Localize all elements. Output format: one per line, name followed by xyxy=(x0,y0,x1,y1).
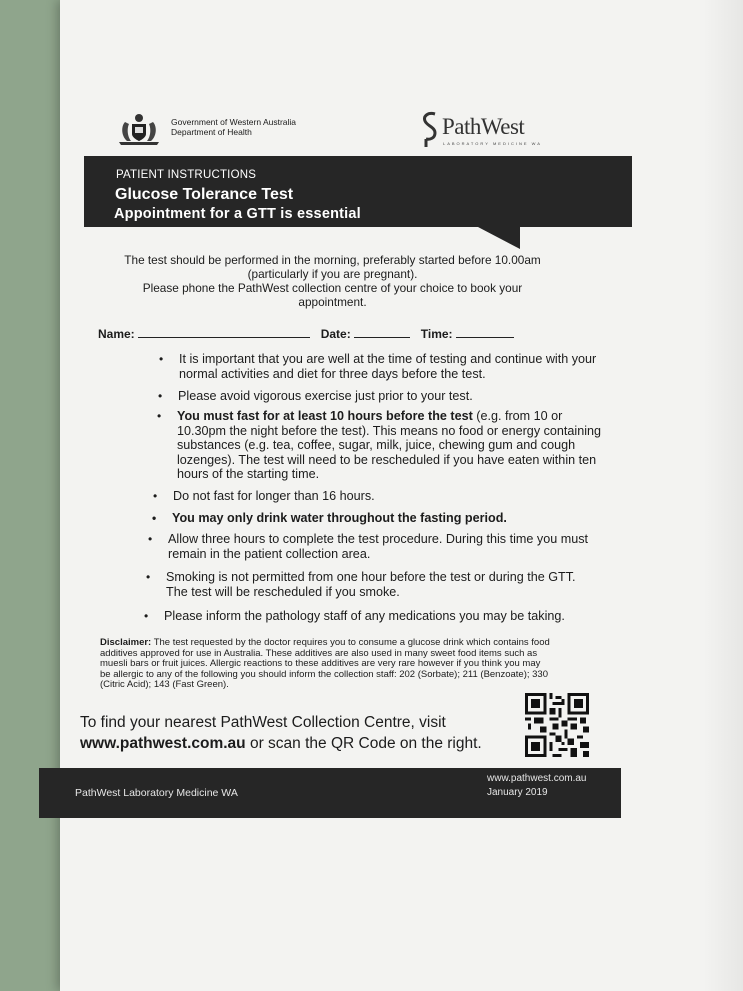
page-title: Glucose Tolerance Test xyxy=(115,186,294,203)
name-field[interactable] xyxy=(138,327,310,338)
list-item xyxy=(153,489,375,504)
list-item-text: (e.g. from 10 or xyxy=(472,409,563,423)
find-line-2: or scan the QR Code on the right. xyxy=(245,735,482,752)
intro-paragraph xyxy=(100,253,565,309)
website-link[interactable]: www.pathwest.com.au xyxy=(80,735,246,752)
bullet-icon: • xyxy=(146,570,151,584)
bullet-icon: • xyxy=(148,532,153,546)
title-banner xyxy=(84,156,632,227)
list-item-text: It is important that you are well at the time of testing and continue with your xyxy=(179,352,597,366)
footer-website[interactable]: www.pathwest.com.au xyxy=(487,773,587,784)
intro-line-1: The test should be performed in the morning, preferably started before 10.00am xyxy=(124,253,541,267)
list-item-text: hours of the starting time. xyxy=(177,467,320,481)
wa-government-text xyxy=(171,117,296,137)
list-item-text: normal activities and diet for three days before the test. xyxy=(179,366,486,381)
list-item xyxy=(146,570,576,599)
disclaimer-text: (Citric Acid); 143 (Fast Green). xyxy=(100,679,229,691)
list-item xyxy=(158,389,473,404)
disclaimer-text: muesli bars or fruit juices. Allergic reactions to these additives are very rare however if you think you may xyxy=(100,658,541,670)
page-subtitle: Appointment for a GTT is essential xyxy=(114,206,361,222)
time-field[interactable] xyxy=(456,327,514,338)
pathwest-s-icon xyxy=(420,110,440,148)
list-item-text: 10.30pm the night before the test). This means no food or energy containing xyxy=(177,423,602,438)
footer-organisation: PathWest Laboratory Medicine WA xyxy=(75,787,238,799)
qr-code-icon[interactable] xyxy=(525,693,589,757)
disclaimer-text: be allergic to any of the following you should inform the collection staff: 202 (Sorbate); 211 (Benzoate); 330 xyxy=(100,668,548,680)
pathwest-brand-name: PathWest xyxy=(442,114,525,139)
gov-line-2: Department of Health xyxy=(171,127,252,137)
intro-line-3: Please phone the PathWest collection centre of your choice to book your xyxy=(142,281,523,295)
disclaimer xyxy=(100,638,594,691)
bullet-icon: • xyxy=(158,389,163,403)
list-item-text: substances (e.g. tea, coffee, sugar, milk, juice, chewing gum and cough xyxy=(177,438,576,452)
list-item xyxy=(157,409,602,482)
list-item-text: remain in the patient collection area. xyxy=(168,546,371,561)
bullet-icon: • xyxy=(159,352,164,366)
disclaimer-label: Disclaimer: xyxy=(100,637,152,648)
disclaimer-text: The test requested by the doctor requires you to consume a glucose drink which contains food xyxy=(151,637,550,648)
time-label: Time: xyxy=(420,327,453,341)
bullet-icon: • xyxy=(157,409,162,423)
wa-government-crest-icon xyxy=(117,112,161,146)
list-item-text: lozenges). The test will need to be rescheduled if you have eaten within ten xyxy=(177,452,597,467)
footer-bar xyxy=(39,768,621,818)
list-item-text: You may only drink water throughout the fasting period. xyxy=(172,511,507,525)
pathwest-brand-sub: LABORATORY MEDICINE WA xyxy=(443,141,542,146)
list-item-text: Do not fast for longer than 16 hours. xyxy=(173,489,375,503)
gov-line-1: Government of Western Australia xyxy=(171,117,297,127)
name-label: Name: xyxy=(98,327,135,341)
intro-line-4: appointment. xyxy=(298,295,367,309)
list-item-text: Please avoid vigorous exercise just prior to your test. xyxy=(178,389,473,403)
banner-notch xyxy=(478,227,520,249)
list-item xyxy=(152,511,507,526)
bullet-icon: • xyxy=(152,511,157,525)
list-item-text: Please inform the pathology staff of any medications you may be taking. xyxy=(164,609,565,623)
patient-fields xyxy=(98,327,568,341)
list-item-text: The test will be rescheduled if you smoke. xyxy=(166,584,400,599)
list-item xyxy=(144,609,565,624)
list-item-text: Allow three hours to complete the test procedure. During this time you must xyxy=(168,532,588,546)
list-item xyxy=(159,352,597,381)
date-label: Date: xyxy=(320,327,351,341)
bullet-icon: • xyxy=(153,489,158,503)
instruction-sheet xyxy=(60,0,743,991)
find-line-1: To find your nearest PathWest Collection Centre, visit xyxy=(80,714,446,731)
banner-label: PATIENT INSTRUCTIONS xyxy=(116,169,257,181)
date-field[interactable] xyxy=(354,327,410,338)
intro-line-2: (particularly if you are pregnant). xyxy=(247,267,418,281)
find-centre-text xyxy=(80,712,520,754)
list-item-text: Smoking is not permitted from one hour before the test or during the GTT. xyxy=(166,570,576,584)
bullet-icon: • xyxy=(144,609,149,623)
list-item xyxy=(148,532,588,561)
footer-date: January 2019 xyxy=(487,787,548,798)
disclaimer-text: additives approved for use in Australia. These additives are also used in many sweet food items such as xyxy=(100,647,538,659)
list-item-text-bold: You must fast for at least 10 hours before the test xyxy=(177,409,473,423)
